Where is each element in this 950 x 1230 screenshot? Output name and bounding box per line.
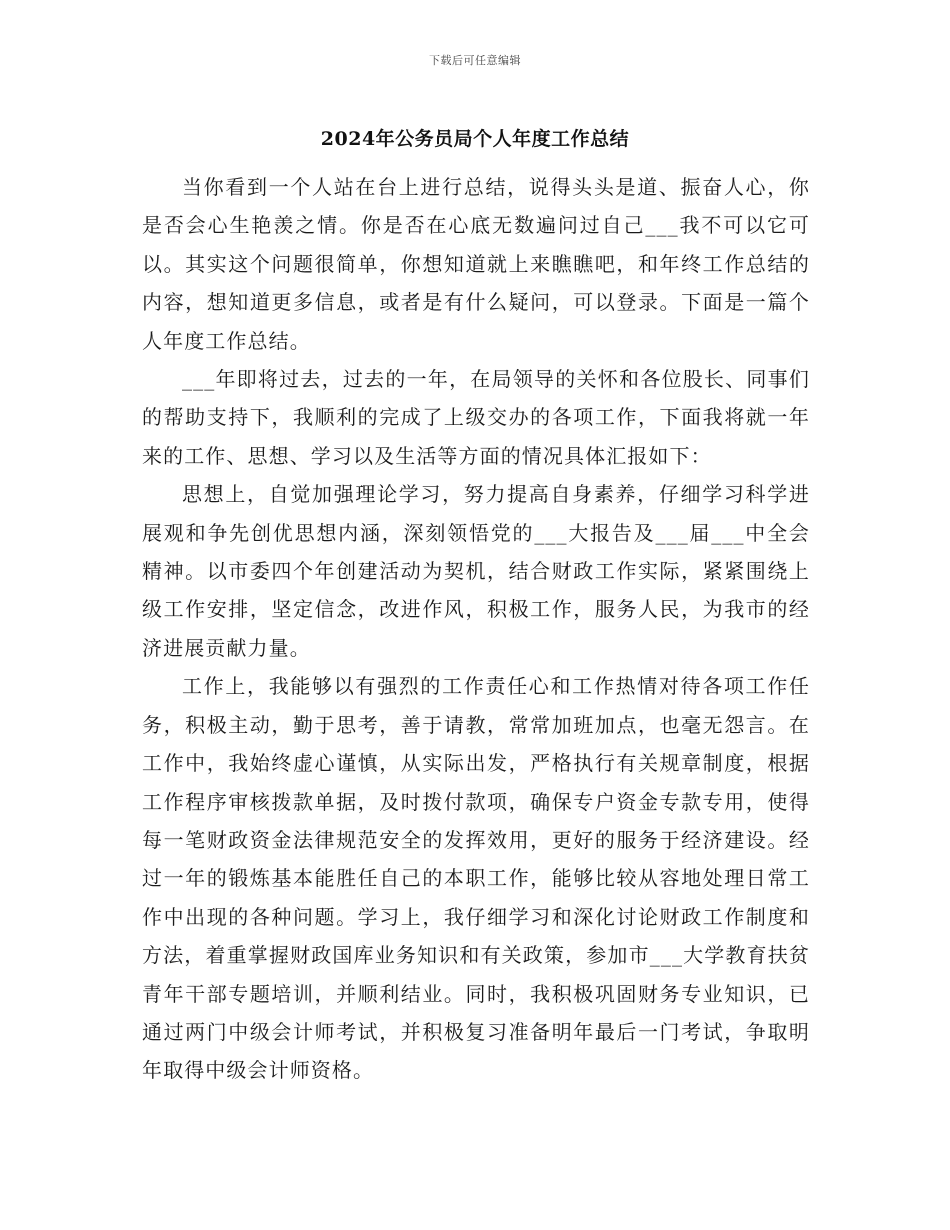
document-body bbox=[142, 168, 810, 1090]
paragraph-intro: 当你看到一个人站在台上进行总结，说得头头是道、振奋人心，你是否会心生艳羡之情。你是否在心底无数遍问过自己___我不可以它可以。其实这个问题很简单，你想知道就上来瞧瞧吧，和年终工作总结的内容，想知道更多信息，或者是有什么疑问，可以登录。下面是一篇个人年度工作总结。 bbox=[142, 175, 810, 353]
header-note: 下载后可任意编辑 bbox=[429, 54, 521, 67]
document-title: 2024年公务员局个人年度工作总结 bbox=[320, 128, 630, 150]
paragraph-work: 工作上，我能够以有强烈的工作责任心和工作热情对待各项工作任务，积极主动，勤于思考，善于请教，常常加班加点，也毫无怨言。在工作中，我始终虚心谨慎，从实际出发，严格执行有关规章制度，根据工作程序审核拨款单据，及时拨付款项，确保专户资金专款专用，使得每一笔财政资金法律规范安全的发挥效用，更好的服务于经济建设。经过一年的锻炼基本能胜任自己的本职工作，能够比较从容地处理日常工作中出现的各种问题。学习上，我仔细学习和深化讨论财政工作制度和方法，着重掌握财政国库业务知识和有关政策，参加市___大学教育扶贫青年干部专题培训，并顺利结业。同时，我积极巩固财务专业知识，已通过两门中级会计师考试，并积极复习准备明年最后一门考试，争取明年取得中级会计师资格。 bbox=[142, 674, 810, 1083]
paragraph-overview: ___年即将过去，过去的一年，在局领导的关怀和各位股长、同事们的帮助支持下，我顺利的完成了上级交办的各项工作，下面我将就一年来的工作、思想、学习以及生活等方面的情况具体汇报如下： bbox=[142, 367, 810, 468]
paragraph-ideology: 思想上，自觉加强理论学习，努力提高自身素养，仔细学习科学进展观和争先创优思想内涵，深刻领悟党的___大报告及___届___中全会精神。以市委四个年创建活动为契机，结合财政工作实际，紧紧围绕上级工作安排，坚定信念，改进作风，积极工作，服务人民，为我市的经济进展贡献力量。 bbox=[142, 482, 810, 660]
